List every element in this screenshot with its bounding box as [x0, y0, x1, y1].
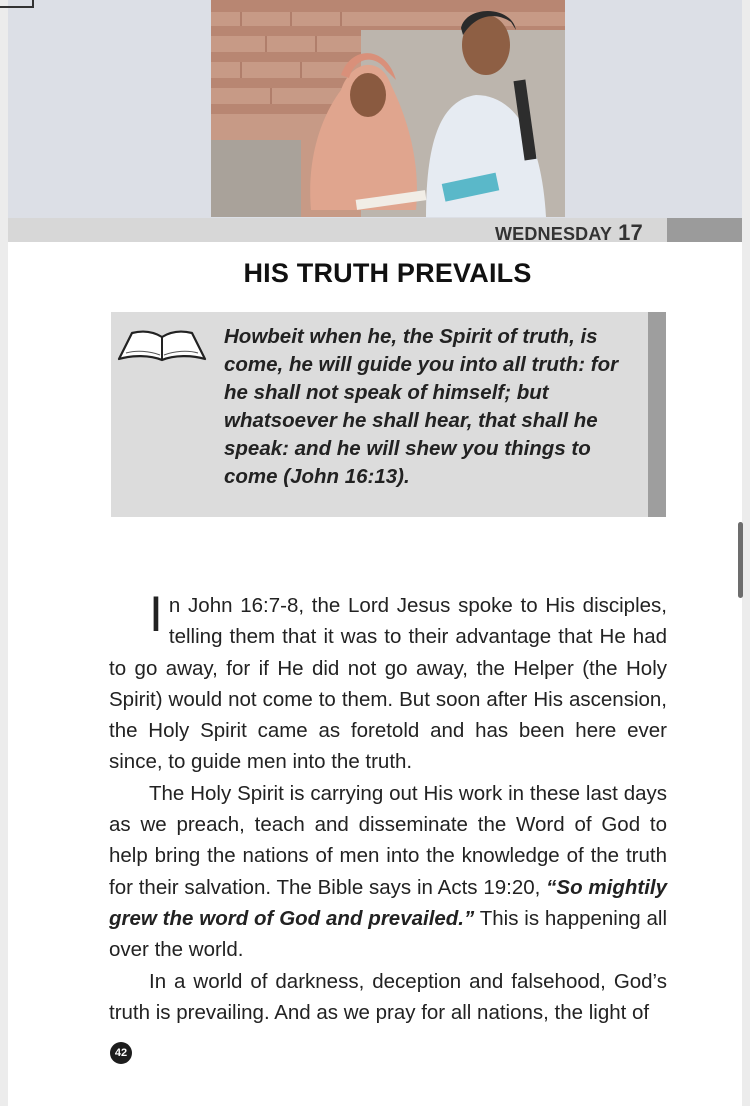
page-edge-right [742, 0, 750, 1106]
day-name: WEDNESDAY [494, 224, 613, 244]
scrollbar-thumb[interactable] [738, 522, 743, 598]
scripture-quote: “So mightily grew the word of God and prevailed.” [109, 875, 668, 930]
devotional-photo [211, 0, 565, 217]
date-bar-accent [667, 218, 742, 242]
photo-illustration [211, 0, 565, 217]
verse-box-edge [648, 312, 666, 517]
open-book-icon [116, 325, 208, 370]
page-title: HIS TRUTH PREVAILS [243, 258, 532, 288]
paragraph-2 [109, 778, 667, 966]
paragraph-2-end: This is happening all over the world. [109, 906, 667, 962]
paragraph-1 [109, 586, 667, 778]
page-edge-left [0, 0, 8, 1106]
day-number: 17 [618, 220, 643, 245]
drop-cap: I [149, 586, 163, 642]
devotional-body [109, 586, 668, 1028]
corner-crop-mark [0, 0, 34, 8]
paragraph-2-start: The Holy Spirit is carrying out His work in these last days as we preach, teach and disseminate the Word of God to help bring the nations of men into the knowledge of the truth for their salvation. The Bible says in Acts 19:20, [109, 781, 667, 899]
paragraph-3: In a world of darkness, deception and falsehood, God’s truth is prevailing. And as we pray for all nations, the light of [109, 969, 667, 1024]
page-number-badge: 42 [110, 1042, 132, 1064]
verse-text: Howbeit when he, the Spirit of truth, is come, he will guide you into all truth: for he shall not speak of himself; but whatsoever he shall hear, that shall he speak: and he will shew you things to come (John 16:13). [224, 325, 619, 488]
date-label [495, 220, 643, 244]
paragraph-1-text: n John 16:7-8, the Lord Jesus spoke to His disciples, telling them that it was to their advantage that He had to go away, for if He did not go away, the Helper (the Holy Spirit) would not come to them. But soon after His ascension, the Holy Spirit came as foretold and has been here ever since, to guide men into the truth. [109, 594, 667, 774]
